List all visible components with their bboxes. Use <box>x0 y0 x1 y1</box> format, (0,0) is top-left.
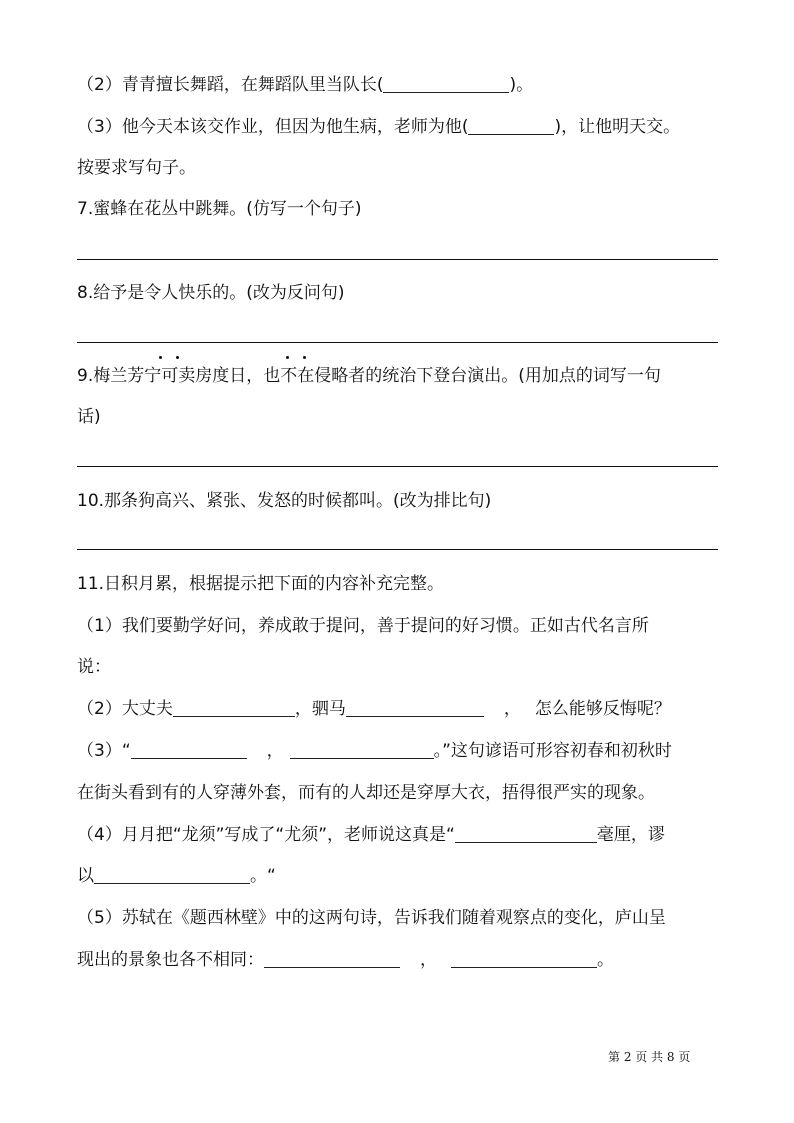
q11-item-4-text: （4）月月把“龙须”写成了“尤须”，老师说这真是“ <box>77 825 455 845</box>
q11-item-3 <box>77 739 672 763</box>
page-number: 第 2 页 共 8 页 <box>608 1050 691 1064</box>
answer-line-q8[interactable] <box>77 342 718 343</box>
answer-blank[interactable] <box>451 949 597 968</box>
question-9-line1: 9.梅兰芳宁可卖房度日，也不在侵略者的统治下登台演出。(用加点的词写一句 <box>77 366 661 386</box>
answer-blank[interactable] <box>264 949 400 968</box>
q11-item-2 <box>77 697 671 721</box>
question-9-line2: 话) <box>77 407 101 427</box>
answer-line-q10[interactable] <box>77 549 718 550</box>
answer-line-q9[interactable] <box>77 466 718 467</box>
q11-item-4-line2-text: 以 <box>77 866 94 886</box>
q11-item-2-mid: ，驷马 <box>294 699 346 719</box>
q11-item-3-line2: 在街头看到有的人穿薄外套，而有的人却还是穿厚大衣，捂得很严实的现象。 <box>77 783 655 803</box>
q6-item-2 <box>77 73 533 97</box>
q11-item-5-text: 现出的景象也各不相同： <box>77 950 264 970</box>
answer-blank[interactable] <box>468 116 554 135</box>
q11-item-2-comma: ， <box>503 699 521 719</box>
q11-item-2-tail: 怎么能够反悔呢？ <box>534 699 671 719</box>
q6-item-3 <box>77 115 680 139</box>
q11-item-1-line2: 说： <box>77 657 111 677</box>
q11-item-3-comma: ， <box>266 741 284 761</box>
emphasis-dot <box>286 356 289 359</box>
section-instruction: 按要求写句子。 <box>77 158 196 178</box>
q11-item-4-tail: 毫厘，谬 <box>596 825 665 845</box>
question-8: 8.给予是令人快乐的。(改为反问句) <box>77 283 345 303</box>
q11-item-3-tail: 。”这句谚语可形容初春和初秋时 <box>433 741 672 761</box>
q11-item-3-text: （3）“ <box>77 741 131 761</box>
answer-blank[interactable] <box>173 698 295 717</box>
emphasis-dot <box>176 356 179 359</box>
q11-item-5-comma: ， <box>420 950 437 970</box>
q6-item-3-tail: )，让他明天交。 <box>554 117 681 137</box>
question-7: 7.蜜蜂在花丛中跳舞。(仿写一个句子) <box>77 199 362 219</box>
question-10: 10.那条狗高兴、紧张、发怒的时候都叫。(改为排比句) <box>77 491 492 511</box>
q11-item-5-line2 <box>77 948 614 972</box>
q11-item-5-line1: （5）苏轼在《题西林壁》中的这两句诗，告诉我们随着观察点的变化，庐山呈 <box>77 908 666 928</box>
q11-item-5-tail: 。 <box>597 950 614 970</box>
q11-item-4 <box>77 823 665 847</box>
q11-item-4-line2-tail: 。“ <box>250 866 276 886</box>
answer-blank[interactable] <box>290 740 434 759</box>
answer-blank[interactable] <box>94 865 250 884</box>
answer-blank[interactable] <box>346 698 484 717</box>
emphasis-dot <box>303 356 306 359</box>
question-11-title: 11.日积月累，根据提示把下面的内容补充完整。 <box>77 574 445 594</box>
answer-blank[interactable] <box>131 740 247 759</box>
q11-item-4-line2 <box>77 864 276 888</box>
q6-item-3-text: （3）他今天本该交作业，但因为他生病，老师为他( <box>77 117 469 137</box>
q11-item-2-text: （2）大丈夫 <box>77 699 173 719</box>
q6-item-2-text: （2）青青擅长舞蹈，在舞蹈队里当队长( <box>77 75 384 95</box>
answer-line-q7[interactable] <box>77 259 718 260</box>
answer-blank[interactable] <box>455 824 597 843</box>
answer-blank[interactable] <box>383 74 509 93</box>
emphasis-dot <box>159 356 162 359</box>
q11-item-1-line1: （1）我们要勤学好问，养成敢于提问，善于提问的好习惯。正如古代名言所 <box>77 616 649 636</box>
q6-item-2-tail: )。 <box>509 75 534 95</box>
